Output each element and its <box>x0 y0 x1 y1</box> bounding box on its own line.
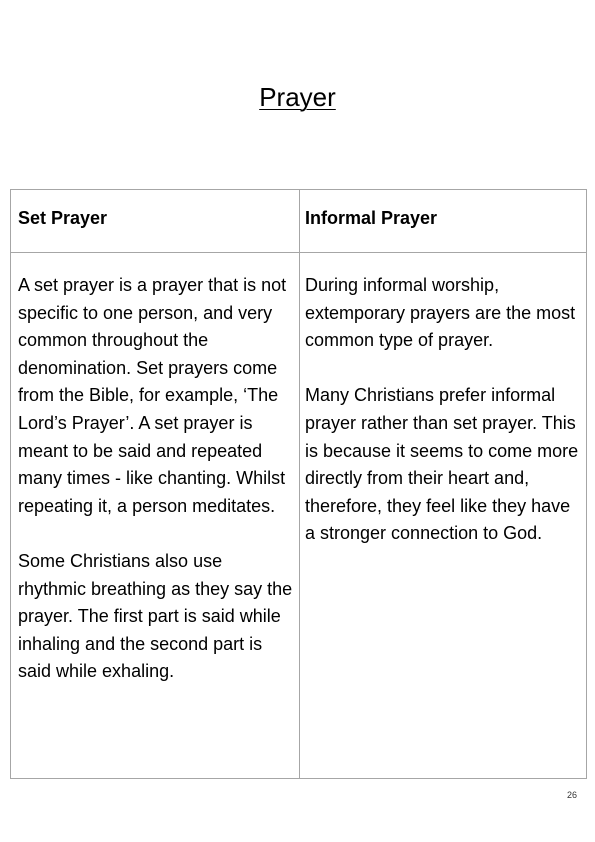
page-title: Prayer <box>259 82 336 112</box>
informal-prayer-paragraph: During informal worship, extemporary prayers are the most common type of prayer. <box>305 275 576 351</box>
informal-prayer-header: Informal Prayer <box>305 208 438 228</box>
set-prayer-paragraph: A set prayer is a prayer that is not specific to one person, and very common throughout the denomination. Set prayers come from the Bible, for example, ‘The Lord’s Prayer’. A set prayer is meant to be said and repeated many times - like chanting. Whilst repeating it, a person meditates. <box>18 275 287 516</box>
set-prayer-cell <box>18 272 294 686</box>
set-prayer-header: Set Prayer <box>18 208 108 228</box>
set-prayer-paragraph: Some Christians also use rhythmic breathing as they say the prayer. The first part is said while inhaling and the second part is said while exhaling. <box>18 550 293 682</box>
informal-prayer-cell <box>305 272 583 548</box>
page-number: 26 <box>567 790 578 800</box>
informal-prayer-paragraph: Many Christians prefer informal prayer rather than set prayer. This is because it seems to come more directly from their heart and, therefore, they feel like they have a stronger connection to God. <box>305 385 579 544</box>
column-divider <box>299 190 300 778</box>
comparison-table <box>10 189 587 779</box>
header-row-divider <box>11 252 586 253</box>
